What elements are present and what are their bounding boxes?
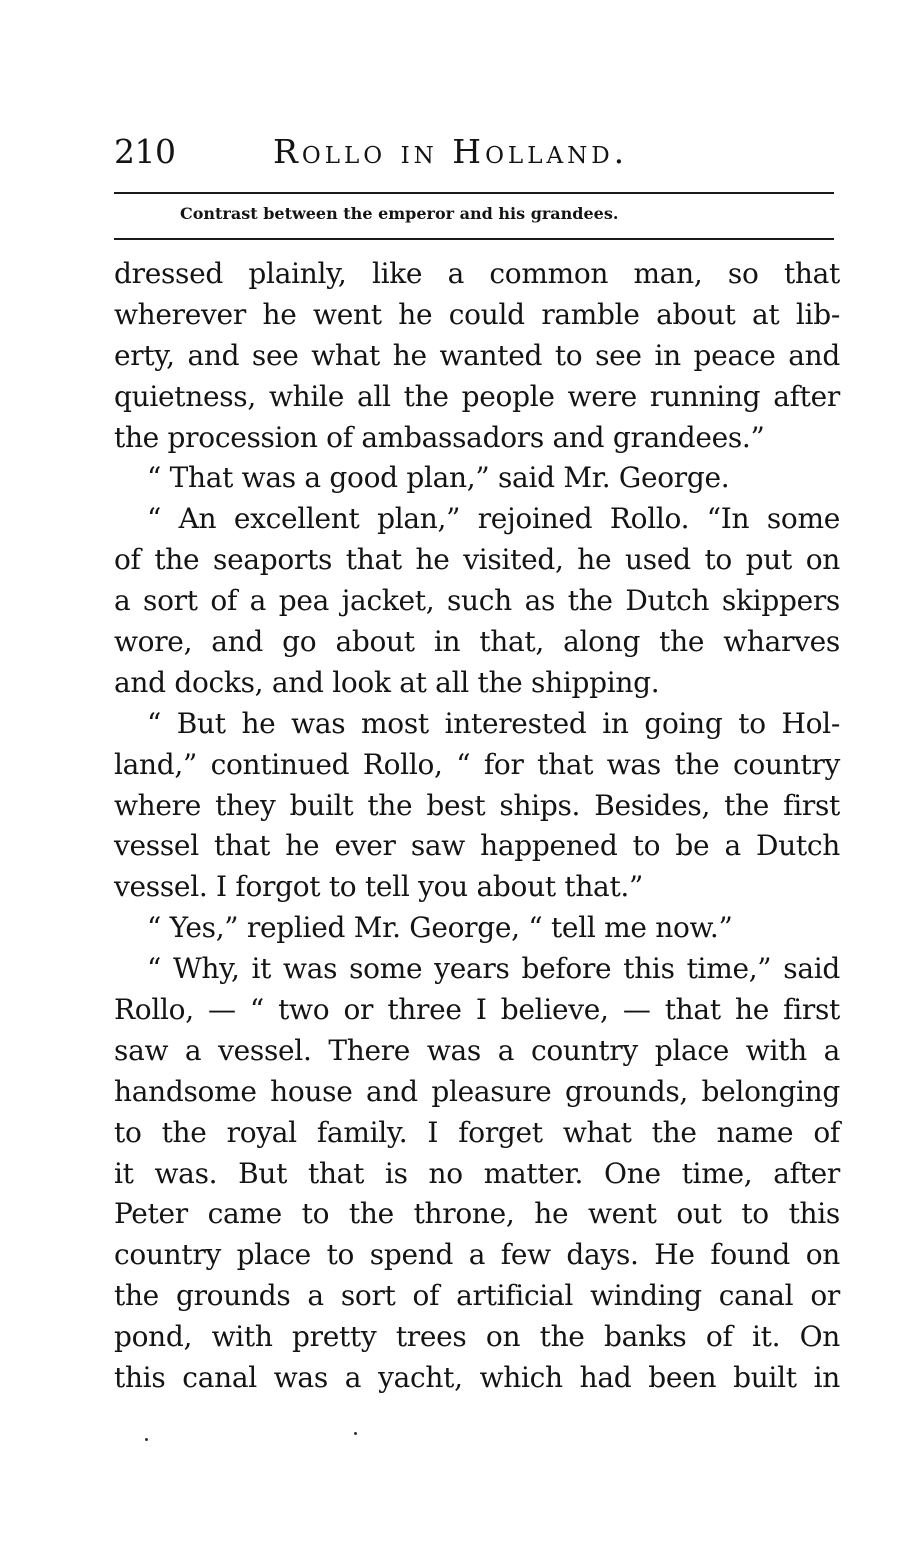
- text-line: and docks, and look at all the shipping.: [114, 665, 660, 699]
- text-line: a sort of a pea jacket, such as the Dutch skippers: [114, 584, 840, 618]
- print-speck: [354, 1432, 357, 1435]
- text-line: it was. But that is no matter. One time, after: [114, 1156, 840, 1190]
- text-line: “ An excellent plan,” rejoined Rollo. “In some: [147, 502, 840, 536]
- header-rule-top: [114, 192, 834, 194]
- book-title: Rollo in Holland.: [273, 132, 629, 171]
- text-line: wore, and go about in that, along the wharves: [114, 625, 840, 659]
- text-line: “ Why, it was some years before this time,” said: [147, 952, 840, 986]
- text-line: erty, and see what he wanted to see in peace and: [114, 338, 840, 372]
- text-line: quietness, while all the people were running after: [114, 379, 840, 413]
- text-line: land,” continued Rollo, “ for that was the country: [114, 747, 840, 781]
- text-line: vessel. I forgot to tell you about that.”: [114, 870, 644, 904]
- text-line: to the royal family. I forget what the name of: [114, 1115, 840, 1149]
- text-line: saw a vessel. There was a country place with a: [114, 1033, 840, 1067]
- header-rule-bottom: [114, 238, 834, 240]
- text-line: of the seaports that he visited, he used to put on: [114, 543, 840, 577]
- text-line: pond, with pretty trees on the banks of it. On: [114, 1320, 840, 1354]
- text-line: “ Yes,” replied Mr. George, “ tell me now.”: [147, 911, 733, 945]
- text-line: “ But he was most interested in going to Hol-: [147, 706, 840, 740]
- text-line: where they built the best ships. Besides, the first: [114, 788, 840, 822]
- text-line: Peter came to the throne, he went out to this: [114, 1197, 840, 1231]
- body-text: [114, 254, 840, 1399]
- text-line: dressed plainly, like a common man, so that: [114, 257, 840, 290]
- text-line: handsome house and pleasure grounds, belonging: [114, 1074, 840, 1108]
- text-line: Rollo, — “ two or three I believe, — that he first: [114, 993, 840, 1027]
- text-line: “ That was a good plan,” said Mr. George.: [147, 461, 730, 495]
- text-line: wherever he went he could ramble about at lib-: [114, 297, 840, 331]
- text-line: this canal was a yacht, which had been built in: [114, 1361, 840, 1395]
- section-subtitle: Contrast between the emperor and his grandees.: [180, 204, 619, 223]
- text-line: the grounds a sort of artificial winding canal or: [114, 1279, 840, 1313]
- page-number: 210: [114, 132, 176, 171]
- text-line: the procession of ambassadors and grandees.”: [114, 420, 765, 454]
- running-head: [114, 132, 834, 182]
- print-speck: [145, 1438, 148, 1441]
- text-line: vessel that he ever saw happened to be a Dutch: [114, 829, 840, 863]
- text-line: country place to spend a few days. He found on: [114, 1238, 840, 1272]
